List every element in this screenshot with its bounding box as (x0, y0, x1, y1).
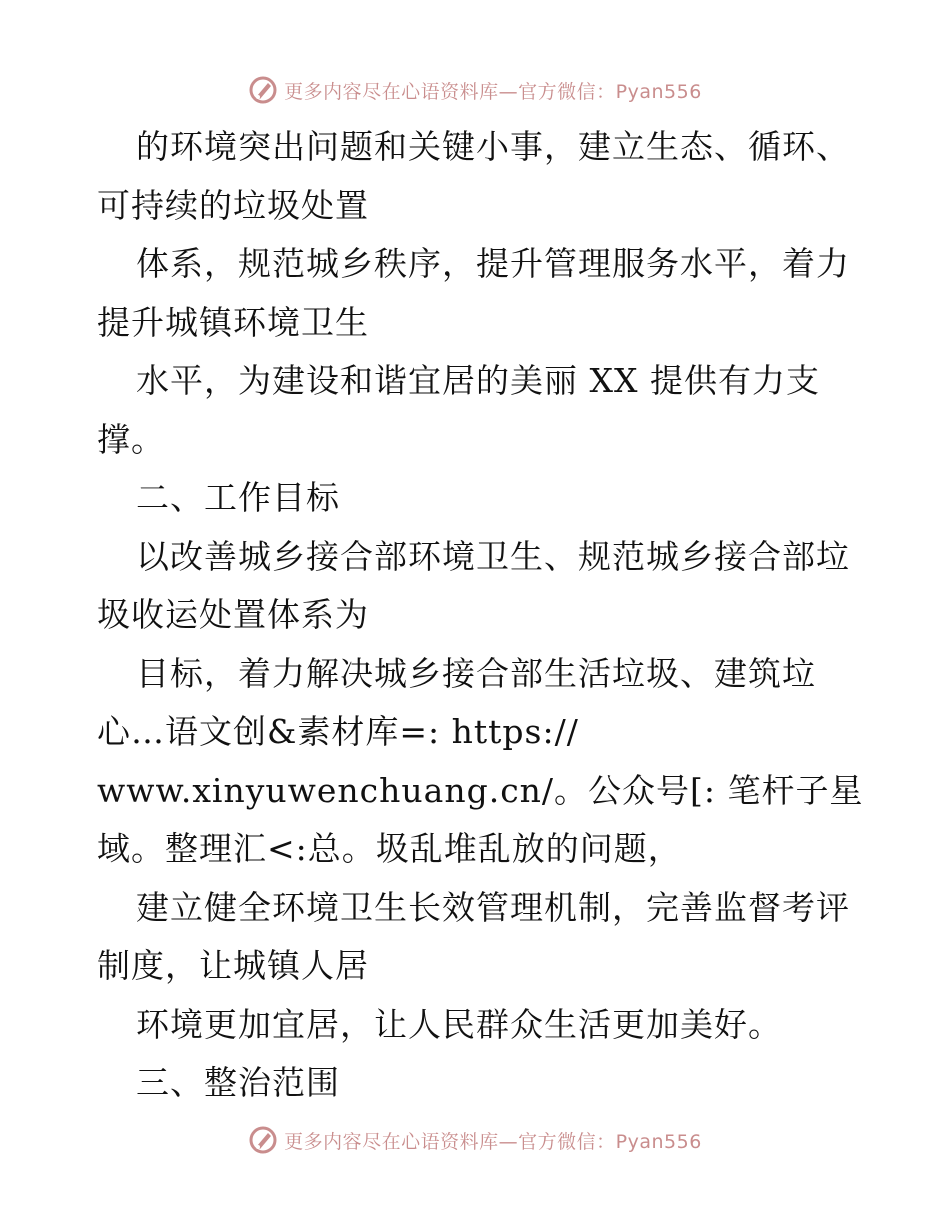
body-line: 体系，规范城乡秩序，提升管理服务水平，着力 (136, 244, 850, 283)
section-heading: 二、工作目标 (136, 478, 340, 517)
section-heading: 三、整治范围 (136, 1063, 340, 1102)
body-line: 水平，为建设和谐宜居的美丽 XX 提供有力支 (136, 361, 820, 400)
body-line: 建立健全环境卫生长效管理机制，完善监督考评 (136, 887, 850, 927)
footer-watermark (0, 1120, 950, 1160)
header-watermark (0, 70, 950, 110)
header-watermark-text: 更多内容尽在心语资料库—官方微信：Pyan556 (284, 80, 702, 103)
body-line: 撑。 (97, 419, 165, 459)
body-line: 可持续的垃圾处置 (97, 185, 369, 225)
pen-logo-icon (248, 1125, 278, 1155)
body-line: 目标，着力解决城乡接合部生活垃圾、建筑垃 (136, 653, 816, 693)
body-line: 提升城镇环境卫生 (97, 302, 369, 342)
body-line: 心…语文创&素材库=: https:// (97, 712, 579, 751)
body-line: 的环境突出问题和关键小事，建立生态、循环、 (136, 127, 850, 166)
footer-watermark-text: 更多内容尽在心语资料库—官方微信：Pyan556 (284, 1130, 702, 1153)
body-line: 制度，让城镇人居 (97, 946, 369, 985)
body-line: 域。整理汇<:总。圾乱堆乱放的问题， (97, 829, 682, 868)
body-line: 圾收运处置体系为 (97, 595, 369, 634)
body-line: www.xinyuwenchuang.cn/。公众号[: 笔杆子星 (97, 770, 864, 810)
pen-logo-icon (248, 75, 278, 105)
body-line: 以改善城乡接合部环境卫生、规范城乡接合部垃 (136, 536, 850, 576)
document-body (97, 118, 864, 1113)
body-line: 环境更加宜居，让人民群众生活更加美好。 (136, 1004, 782, 1044)
